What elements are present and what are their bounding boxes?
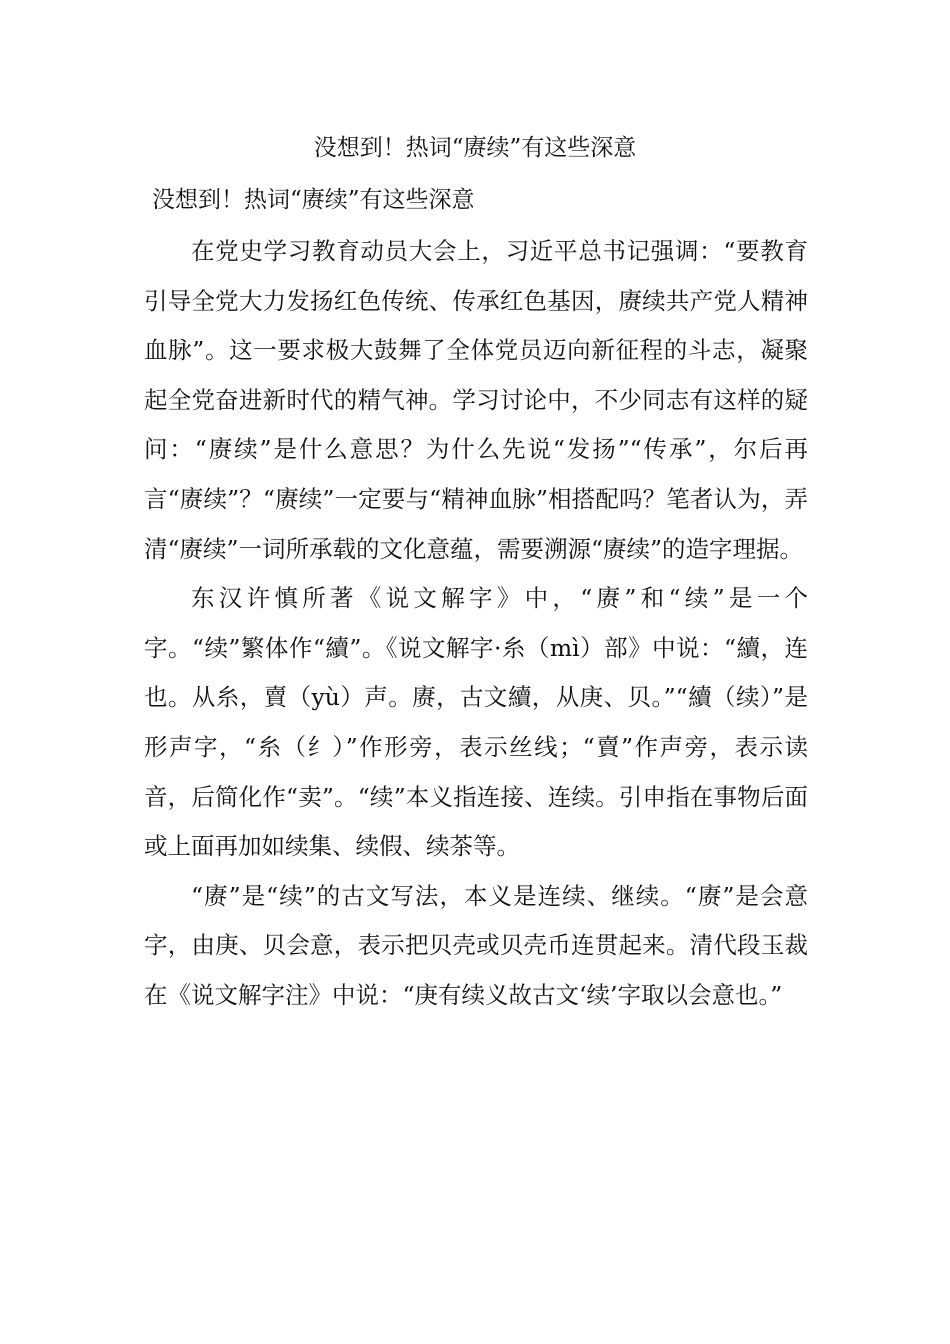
paragraph-1: 在党史学习教育动员大会上，习近平总书记强调：“要教育引导全党大力发扬红色传统、传承红色基因，赓续共产党人精神血脉”。这一要求极大鼓舞了全体党员迈向新征程的斗志，凝聚起全党奋进新时代的精气神。学习讨论中，不少同志有这样的疑问：“赓续”是什么意思？为什么先说“发扬”“传承”，尔后再言“赓续”？“赓续”一定要与“精神血脉”相搭配吗？笔者认为，弄清“赓续”一词所承载的文化意蕴，需要溯源“赓续”的造字理据。 [144, 237, 808, 563]
paragraph-2: 东汉许慎所著《说文解字》中，“赓”和“续”是一个字。“续”繁体作“續”。《说文解字·糸（mì）部》中说：“續，连也。从糸，賣（yù）声。赓，古文續，从庚、贝。”“續（续）”是形声字，“糸（纟）”作形旁，表示丝线；“賣”作声旁，表示读音，后简化作“卖”。“续”本义指连接、连续。引申指在事物后面或上面再加如续集、续假、续茶等。 [144, 584, 808, 861]
document-body [144, 227, 808, 1021]
document-title: 没想到！热词“赓续”有这些深意 [313, 135, 637, 161]
paragraph-3: “赓”是“续”的古文写法，本义是连续、继续。“赓”是会意字，由庚、贝会意，表示把贝壳或贝壳币连贯起来。清代段玉裁在《说文解字注》中说：“庚有续义故古文‘续’字取以会意也。” [144, 881, 808, 1009]
document-subtitle: 没想到！热词“赓续”有这些深意 [152, 187, 475, 213]
